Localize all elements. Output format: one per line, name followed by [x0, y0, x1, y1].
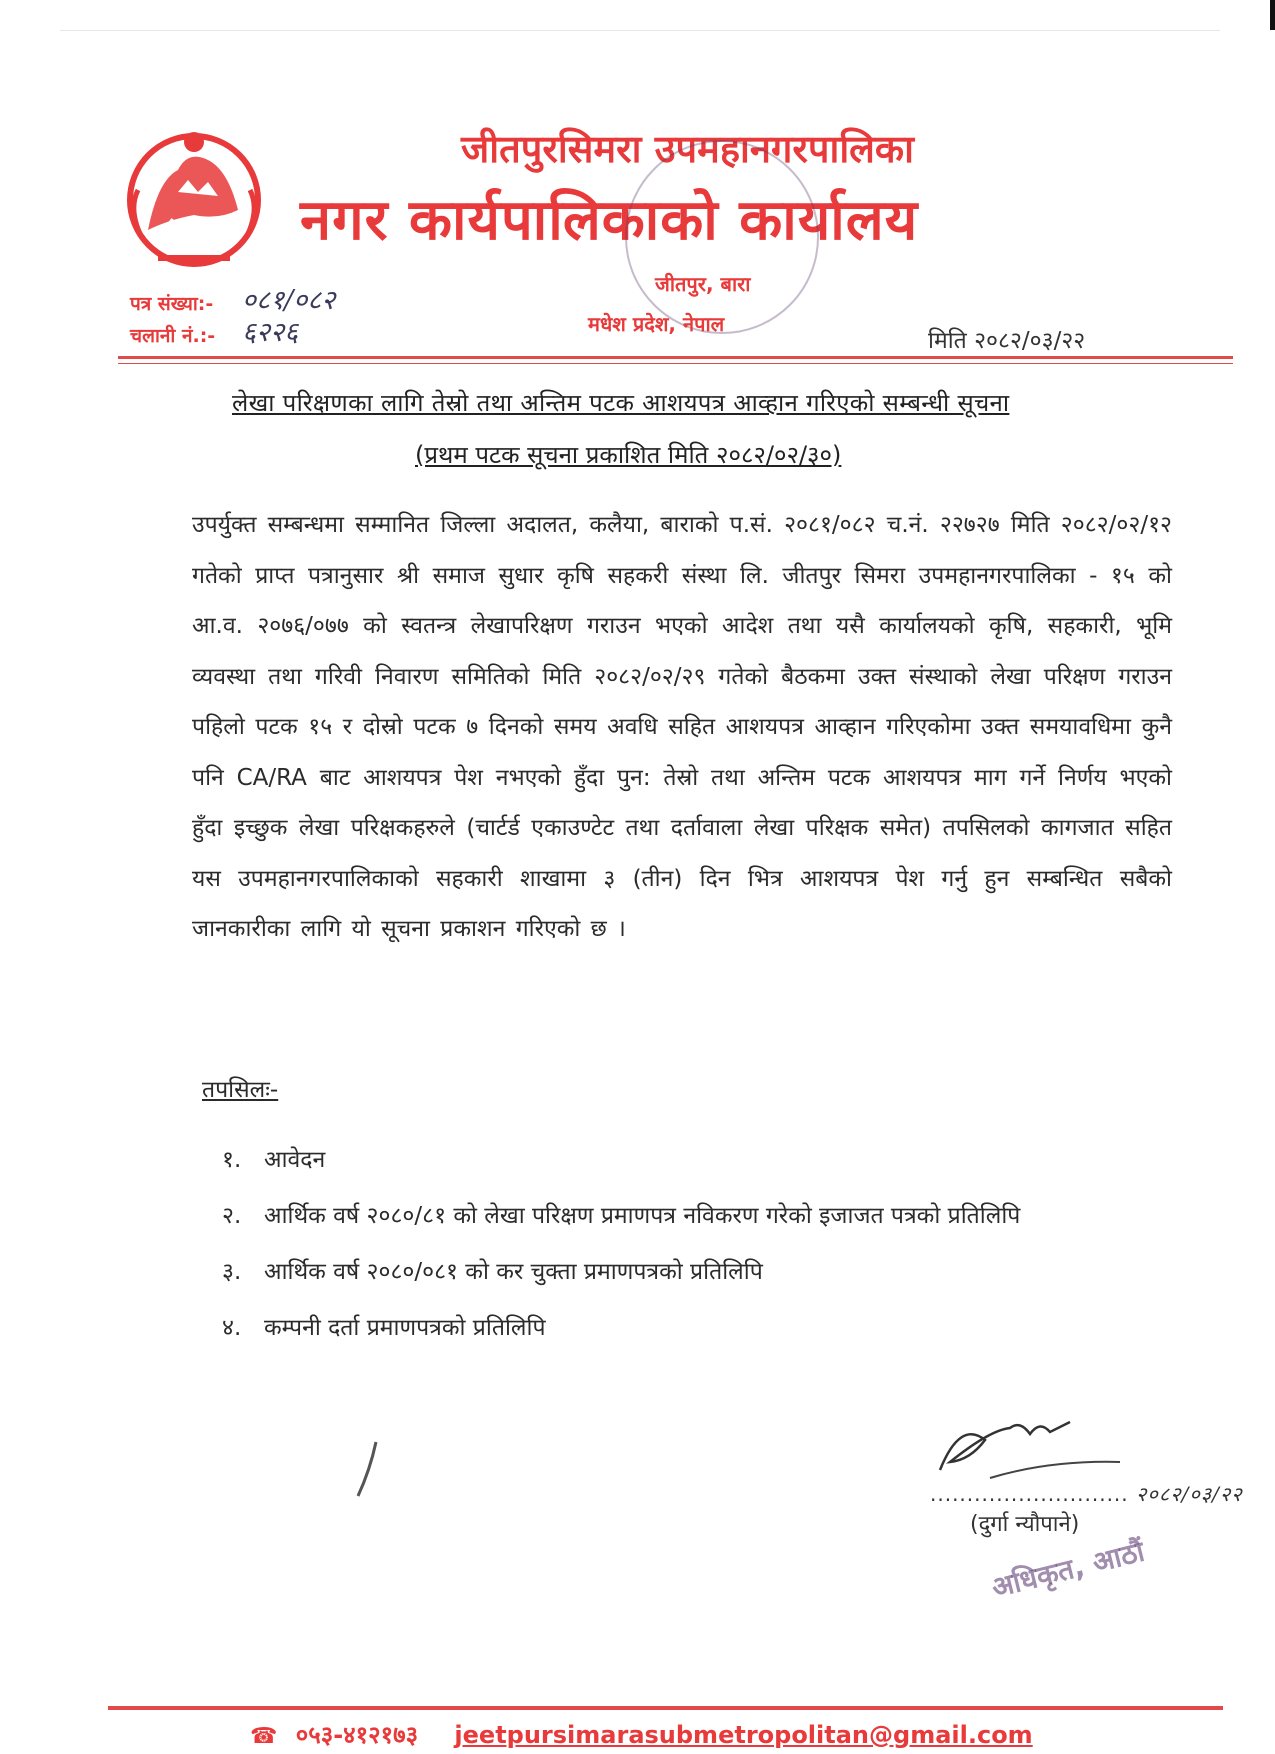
letter-no-value: ०८१/०८२	[242, 285, 336, 316]
phone-icon: ☎	[250, 1724, 278, 1749]
list-item: ३. आर्थिक वर्ष २०८०/०८१ को कर चुक्ता प्रमाणपत्रको प्रतिलिपि	[222, 1259, 763, 1285]
footer-rule	[108, 1706, 1223, 1710]
office-name: नगर कार्यपालिकाको कार्यालय	[300, 188, 919, 253]
notice-title: लेखा परिक्षणका लागि तेस्रो तथा अन्तिम पटक आशयपत्र आव्हान गरिएको सम्बन्धी सूचना	[232, 389, 1010, 417]
date-line	[928, 323, 1085, 355]
pen-mark	[352, 1440, 382, 1500]
document-list	[222, 1140, 1182, 1364]
list-item: १. आवेदन	[222, 1147, 326, 1173]
notice-body: उपर्युक्त सम्बन्धमा सम्मानित जिल्ला अदालत, कलैया, बाराको प.सं. २०८१/०८२ च.नं. २२७२७ मिति २०८२/०२/१२ गतेको प्राप्त पत्रानुसार श्री समाज सुधार कृषि सहकरी संस्था लि. जीतपुर सिमरा उपमहानगरपालिका - १५ को आ.व. २०७६/०७७ को स्वतन्त्र लेखापरिक्षण गराउन भएको आदेश तथा यसै कार्यालयको कृषि, सहकारी, भूमि व्यवस्था तथा गरिवी निवारण समितिको मिति २०८२/०२/२९ गतेको बैठकमा उक्त संस्थाको लेखा परिक्षण गराउन पहिलो पटक १५ र दोस्रो पटक ७ दिनको समय अवधि सहित आशयपत्र आव्हान गरिएकोमा उक्त समयावधिमा कुनै पनि CA/RA बाट आशयपत्र पेश नभएको हुँदा पुन: तेस्रो तथा अन्तिम पटक आशयपत्र माग गर्ने निर्णय भएको हुँदा इच्छुक लेखा परिक्षकहरुले (चार्टर्ड एकाउण्टेट तथा दर्तावाला लेखा परिक्षक समेत) तपसिलको कागजात सहित यस उपमहानगरपालिकाको सहकारी शाखामा ३ (तीन) दिन भित्र आशयपत्र पेश गर्नु हुन सम्बन्धित सबैको जानकारीका लागि यो सूचना प्रकाशन गरिएको छ ।	[192, 512, 1172, 942]
signature-line: ........................... २०८२/०३/२२	[930, 1482, 1243, 1506]
dispatch-no-value: ६२२६	[242, 317, 299, 348]
office-stamp	[625, 140, 819, 334]
stamp-location: जीतपुर, बारा	[655, 272, 751, 296]
footer-email[interactable]: jeetpursimarasubmetropolitan@gmail.com	[454, 1721, 1033, 1749]
scan-edge	[1270, 0, 1275, 30]
signature-date: २०८२/०३/२२	[1136, 1482, 1243, 1506]
dispatch-no-label: चलानी नं.:-	[130, 325, 216, 347]
tapasil-label: तपसिलः-	[202, 1077, 279, 1103]
header-rule-thin	[118, 363, 1233, 364]
notice-subtitle: (प्रथम पटक सूचना प्रकाशित मिति २०८२/०२/३०)	[415, 441, 842, 469]
municipality-name: जीतपुरसिमरा उपमहानगरपालिका	[461, 127, 914, 171]
footer-phone: ०५३-४१२१७३	[295, 1721, 419, 1749]
footer-contact	[250, 1718, 1033, 1751]
date-label: मिति	[928, 328, 967, 354]
signatory-name: (दुर्गा न्यौपाने)	[970, 1512, 1080, 1537]
list-item: २. आर्थिक वर्ष २०८०/८१ को लेखा परिक्षण प्रमाणपत्र नविकरण गरेको इजाजत पत्रको प्रतिलिपि	[222, 1203, 1021, 1229]
list-item: ४. कम्पनी दर्ता प्रमाणपत्रको प्रतिलिपि	[222, 1315, 546, 1341]
scan-border	[60, 30, 1220, 31]
letter-no-label: पत्र संख्या:-	[130, 293, 214, 315]
designation-stamp: अधिकृत, आठौं	[988, 1534, 1148, 1605]
header-rule	[118, 356, 1233, 359]
stamp-province: मधेश प्रदेश, नेपाल	[588, 312, 725, 336]
date-value: २०८२/०३/२२	[974, 328, 1086, 354]
signature-block	[930, 1400, 1243, 1605]
